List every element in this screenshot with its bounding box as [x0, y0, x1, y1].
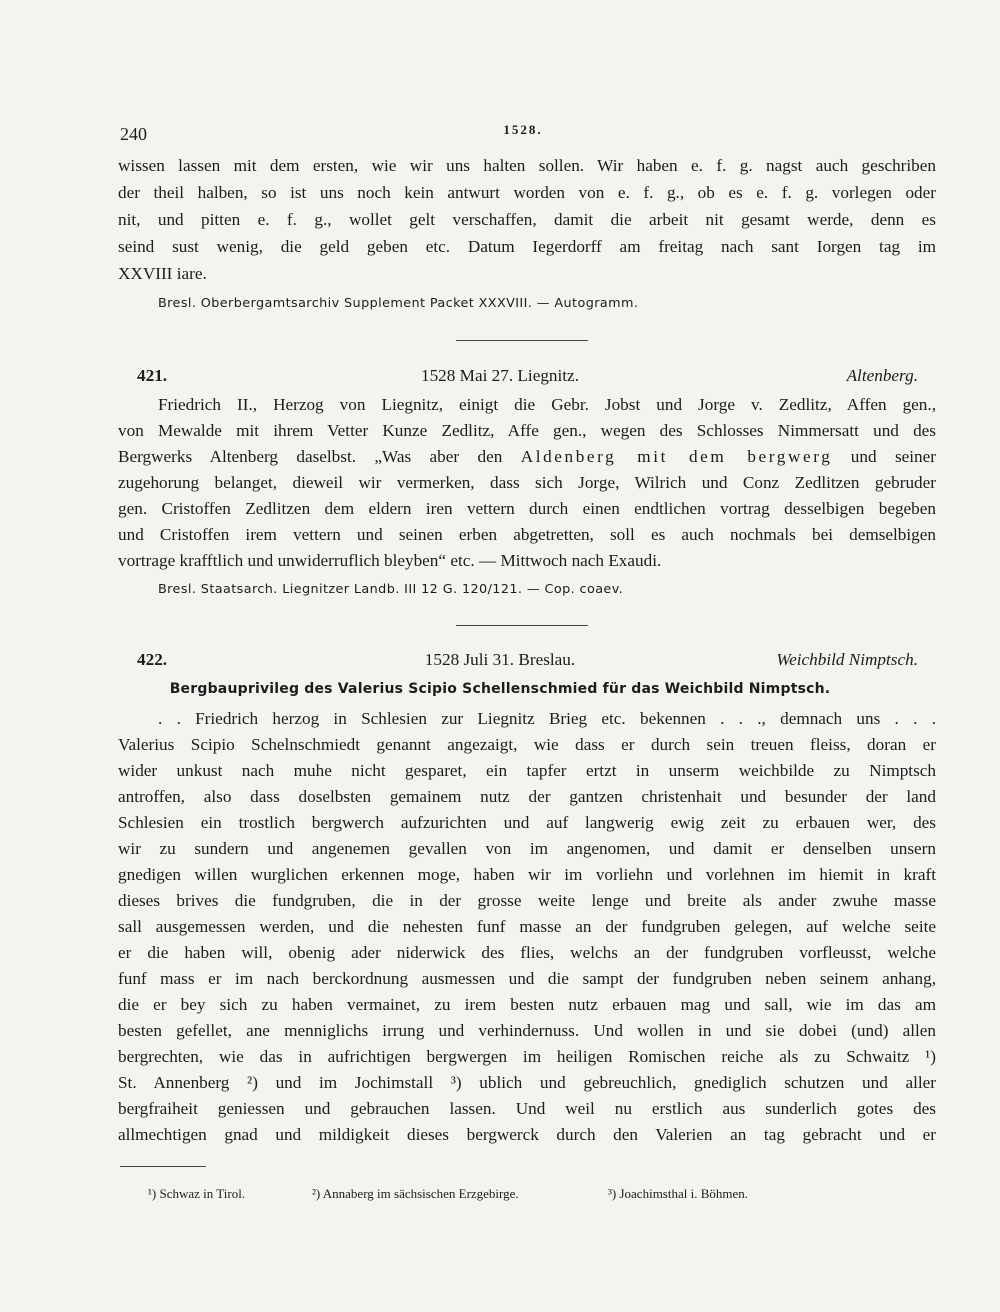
spaced-text: Aldenberg mit dem bergwerg [520, 447, 833, 466]
text-line: er die haben will, obenig ader niderwick des flies, welchs an der fundgruben vorfleusst, welche [118, 943, 936, 962]
text-line: bergrechten, wie das in aufrichtigen bergwergen im heiligen Romischen reiche als zu Schwaitz ¹) [118, 1047, 936, 1066]
document-title: Bergbauprivileg des Valerius Scipio Schellenschmied für das Weichbild Nimptsch. [169, 681, 831, 697]
text-line: wider unkust nach muhe nicht gesparet, ein tapfer ertzt in unserm weichbilde zu Nimptsch [118, 761, 936, 780]
section-divider [456, 340, 588, 341]
text-line: sall ausgemessen werden, und die nehesten funf masse an der fundgruben gelegen, auf welche seite [118, 917, 936, 936]
text-line: wir zu sundern und angenemen gevallen von im angenomen, und damit er denselben unsern [118, 839, 936, 858]
document-place: Weichbild Nimptsch. [776, 650, 918, 669]
text-line: allmechtigen gnad und mildigkeit dieses bergwerck durch den Valerien an tag gebracht und er [118, 1125, 936, 1144]
text-line: XXVIII iare. [118, 264, 207, 283]
section-divider [456, 625, 588, 626]
text-line: von Mewalde mit ihrem Vetter Kunze Zedlitz, Affe gen., wegen des Schlosses Nimmersatt und des [118, 421, 936, 440]
text-line: antroffen, also dass doselbsten gemainem nutz der gantzen christenhait und besunder der land [118, 787, 936, 806]
text-line: St. Annenberg ²) und im Jochimstall ³) ublich und gebreuchlich, gnediglich schutzen und aller [118, 1073, 936, 1092]
text-line: gnedigen willen wurglichen erkennen moge, haben wir im vorliehn und vorlehnen im hiemit in kraft [118, 865, 936, 884]
text-line: Schlesien ein trostlich bergwerch aufzurichten und auf langwerig ewig zeit zu erbauen wer, des [118, 813, 936, 832]
text-line: vortrage krafftlich und unwiderruflich bleyben“ etc. — Mittwoch nach Exaudi. [118, 551, 662, 570]
document-place: Altenberg. [846, 366, 918, 385]
text-line: besten gefellet, ane menniglichs irrung und verhindernuss. Und wollen in und sie dobei (und) allen [118, 1021, 936, 1040]
text-line: und Cristoffen irem vettern und seinen erben abgetretten, soll es auch nochmals bei demselbigen [118, 525, 936, 544]
text-line: dieses brives die fundgruben, die in der grosse weite lenge und breite als ander zwuhe masse [118, 891, 936, 910]
document-date: 1528 Mai 27. Liegnitz. [420, 366, 579, 385]
text-line: seind sust wenig, die geld geben etc. Datum Iegerdorff am freitag nach sant Iorgen tag im [118, 237, 936, 256]
footnote-1: ¹) Schwaz in Tirol. [148, 1186, 246, 1201]
text-segment: Bergwerks Altenberg daselbst. „Was aber den [118, 447, 521, 466]
document-header [0, 650, 1000, 680]
document-number: 422. [137, 650, 168, 669]
text-line: Friedrich II., Herzog von Liegnitz, einigt die Gebr. Jobst und Jorge v. Zedlitz, Affen gen., [158, 395, 936, 414]
document-number: 421. [137, 366, 168, 385]
text-line: funf mass er im nach berckordnung ausmessen und die sampt der fundgruben neben seinem anhang, [118, 969, 936, 988]
source-citation: Bresl. Oberbergamtsarchiv Supplement Packet XXXVIII. — Autogramm. [158, 296, 639, 311]
source-citation: Bresl. Staatsarch. Liegnitzer Landb. III 12 G. 120/121. — Cop. coaev. [158, 582, 624, 597]
text-line: wissen lassen mit dem ersten, wie wir uns halten sollen. Wir haben e. f. g. nagst auch geschriben [118, 156, 936, 175]
text-line [118, 444, 936, 471]
text-line: . . Friedrich herzog in Schlesien zur Liegnitz Brieg etc. bekennen . . ., demnach uns . . . [158, 709, 936, 728]
text-line: der theil halben, so ist uns noch kein antwurt worden von e. f. g., ob es e. f. g. vorlegen oder [118, 183, 936, 202]
footnote-3: ³) Joachimsthal i. Böhmen. [608, 1186, 749, 1201]
document-date: 1528 Juli 31. Breslau. [424, 650, 576, 669]
text-segment: und seiner [832, 447, 936, 466]
text-line: bergfraiheit geniessen und gebrauchen lassen. Und weil nu erstlich aus sunderlich gotes des [118, 1099, 936, 1118]
footnote-2: ²) Annaberg im sächsischen Erzgebirge. [312, 1186, 519, 1201]
page-number: 240 [120, 124, 147, 144]
text-line: die er bey sich zu haben vermainet, zu irem besten nutz erbauen mag und sall, wie im das am [118, 995, 936, 1014]
footnote-divider [120, 1166, 206, 1167]
text-line: gen. Cristoffen Zedlitzen dem eldern iren vettern durch einen endtlichen vortrag desselbigen begeben [118, 499, 936, 518]
text-line: zugehorung belanget, dieweil wir vermerken, dass sich Jorge, Wilrich und Conz Zedlitzen gebruder [118, 473, 936, 492]
running-year: 1528. [503, 122, 543, 137]
text-line: nit, und pitten e. f. g., wollet gelt verschaffen, damit die arbeit nit gesamt werde, denn es [118, 210, 936, 229]
text-line: Valerius Scipio Schelnschmiedt genannt angezaigt, wie dass er durch sein treuen fleiss, doran er [118, 735, 936, 754]
